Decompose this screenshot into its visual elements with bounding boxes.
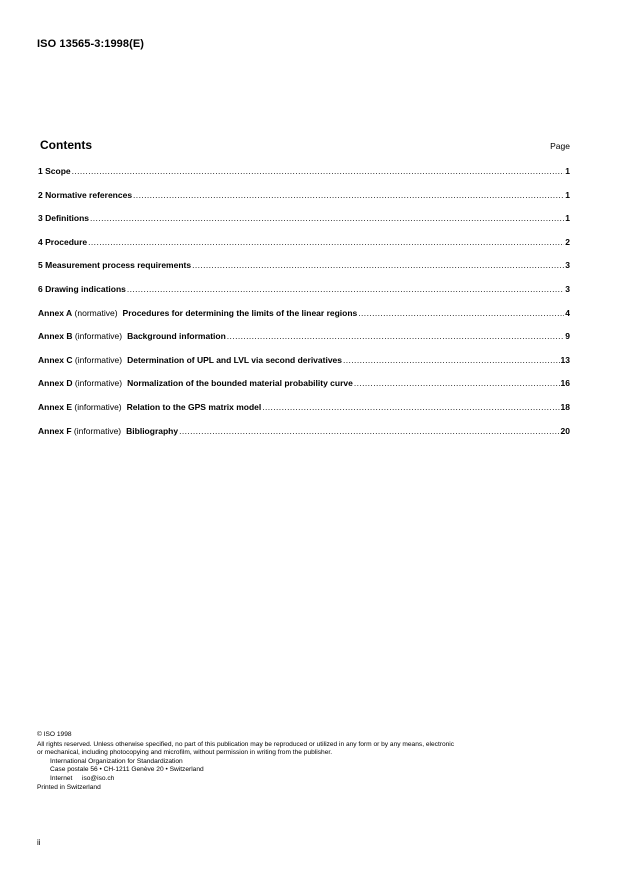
internet-email-link[interactable]: iso@iso.ch <box>82 774 115 782</box>
toc-entry[interactable] <box>38 355 570 379</box>
toc-entry[interactable] <box>38 190 570 214</box>
toc-entry-page: 4 <box>565 307 570 318</box>
toc-entry-title: Background information <box>127 331 226 342</box>
toc-entry-page: 3 <box>565 260 570 271</box>
copyright-notice: © ISO 1998 <box>37 731 72 738</box>
toc-entry-title: Definitions <box>45 213 90 224</box>
toc-entry-title: Normalization of the bounded material probability curve <box>127 378 353 389</box>
toc-entry-page: 18 <box>560 401 570 412</box>
copyright-block <box>37 731 582 792</box>
toc-entry[interactable] <box>38 331 570 355</box>
toc-entry-title: Measurement process requirements <box>45 260 192 271</box>
toc-entry-number: 6 <box>38 283 43 294</box>
toc-entry-title: Procedures for determining the limits of the linear regions <box>122 307 358 318</box>
toc-entry-number: 2 <box>38 189 43 200</box>
toc-entry-number: Annex C <box>38 354 73 365</box>
toc-entry-page: 3 <box>565 283 570 294</box>
toc-entry-number: 3 <box>38 213 43 224</box>
toc-entry-type: (informative) <box>74 354 123 365</box>
toc-entry[interactable] <box>38 284 570 308</box>
toc-entry-title: Procedure <box>45 236 88 247</box>
dot-leader <box>88 237 564 247</box>
dot-leader <box>72 166 565 176</box>
toc-entry-type: (informative) <box>74 401 122 412</box>
toc-entry-number: Annex D <box>38 378 73 389</box>
internet-contact <box>37 775 582 784</box>
toc-entry-page: 9 <box>565 331 570 342</box>
toc-entry[interactable] <box>38 260 570 284</box>
dot-leader <box>358 308 564 318</box>
toc-entry-type: (normative) <box>74 307 118 318</box>
toc-entry-number: Annex E <box>38 401 73 412</box>
document-header: ISO 13565-3:1998(E) <box>37 38 145 50</box>
dot-leader <box>343 355 560 365</box>
toc-entry-number: 4 <box>38 236 43 247</box>
dot-leader <box>90 213 564 223</box>
page-column-label: Page <box>550 141 570 151</box>
dot-leader <box>227 331 564 341</box>
toc-entry[interactable] <box>38 213 570 237</box>
toc-entry-title: Normative references <box>45 189 133 200</box>
toc-entry[interactable] <box>38 308 570 332</box>
toc-entry-number: Annex B <box>38 331 73 342</box>
dot-leader <box>354 378 560 388</box>
dot-leader <box>127 284 564 294</box>
toc-entry-page: 2 <box>565 236 570 247</box>
toc-entry-page: 1 <box>565 189 570 200</box>
toc-entry-type: (informative) <box>74 331 123 342</box>
toc-entry-page: 13 <box>560 354 570 365</box>
dot-leader <box>192 260 564 270</box>
toc-entry-title: Relation to the GPS matrix model <box>126 401 262 412</box>
toc-entry[interactable] <box>38 426 570 450</box>
toc-entry-title: Determination of UPL and LVL via second derivatives <box>127 354 343 365</box>
rights-statement-line-1: All rights reserved. Unless otherwise specified, no part of this publication may be reproduced or utilized in any form or by any means, electronic <box>37 740 455 748</box>
toc-entry-title: Scope <box>45 166 71 176</box>
organization-name: International Organization for Standardization <box>50 757 183 765</box>
toc-entry-page: 1 <box>565 166 570 176</box>
toc-entry[interactable] <box>38 378 570 402</box>
table-of-contents <box>38 166 570 449</box>
toc-entry-page: 20 <box>560 425 570 436</box>
rights-statement-line-2: or mechanical, including photocopying and microfilm, without permission in writing from the publisher. <box>37 749 333 757</box>
toc-entry-type: (informative) <box>74 378 123 389</box>
toc-entry-number: Annex A <box>38 307 73 318</box>
toc-entry[interactable] <box>38 402 570 426</box>
contents-heading: Contents <box>40 138 92 152</box>
toc-entry[interactable] <box>38 166 570 190</box>
toc-entry[interactable] <box>38 237 570 261</box>
dot-leader <box>133 190 564 200</box>
dot-leader <box>179 426 559 436</box>
printed-in: Printed in Switzerland <box>37 783 101 791</box>
toc-entry-page: 1 <box>565 213 570 224</box>
toc-entry-number: 5 <box>38 260 43 271</box>
internet-label: Internet <box>50 774 73 782</box>
toc-entry-number: 1 <box>38 166 43 176</box>
dot-leader <box>262 402 559 412</box>
toc-entry-title: Drawing indications <box>45 283 126 294</box>
toc-entry-title: Bibliography <box>126 425 179 436</box>
page-number: ii <box>37 838 41 847</box>
toc-entry-number: Annex F <box>38 425 72 436</box>
toc-entry-type: (informative) <box>73 425 122 436</box>
organization-address: Case postale 56 • CH-1211 Genève 20 • Switzerland <box>50 766 204 774</box>
toc-entry-page: 16 <box>560 378 570 389</box>
